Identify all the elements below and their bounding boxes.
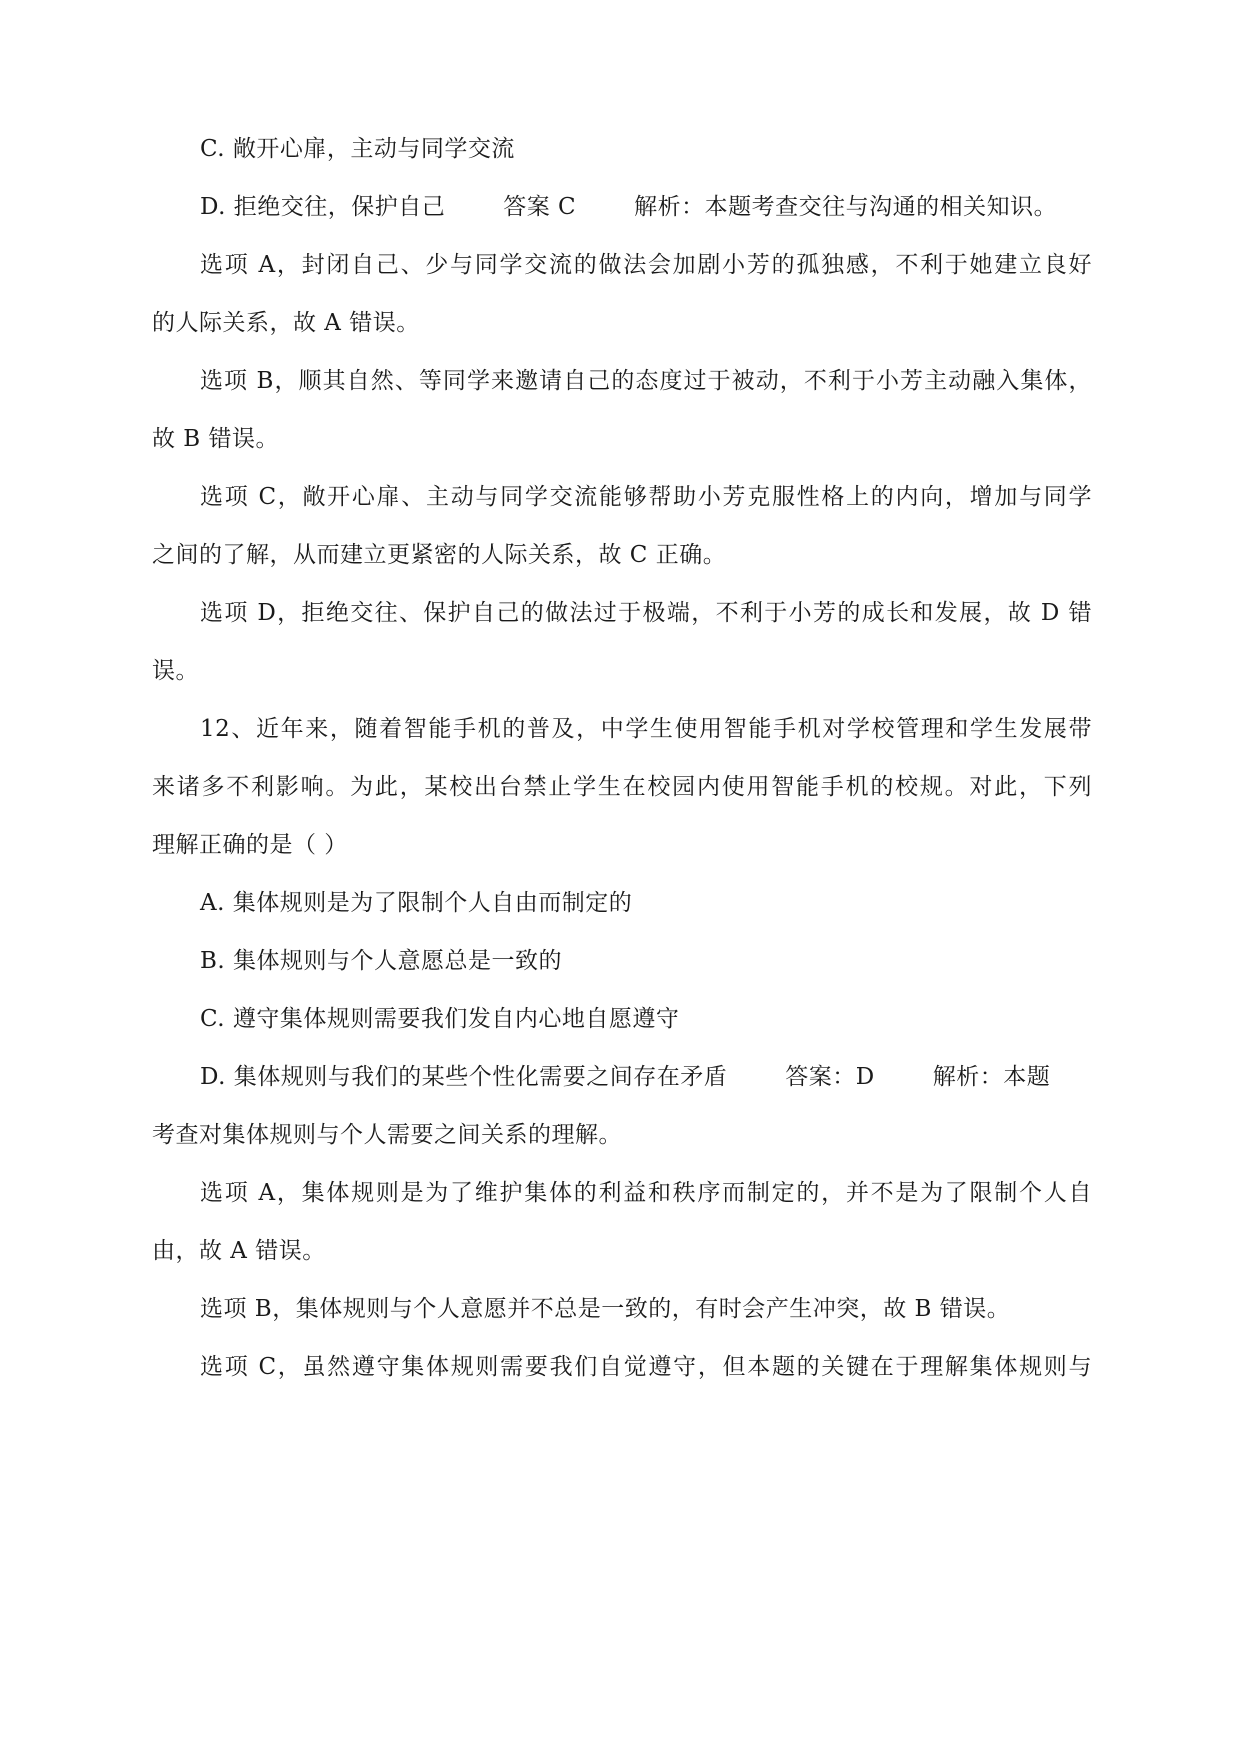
- paragraph-line: 选项 A，集体规则是为了维护集体的利益和秩序而制定的，并不是为了限制个人自: [200, 1180, 1092, 1206]
- paragraph-line: 选项 B，集体规则与个人意愿并不总是一致的，有时会产生冲突，故 B 错误。: [200, 1296, 1011, 1322]
- question-line: 12、近年来，随着智能手机的普及，中学生使用智能手机对学校管理和学生发展带: [200, 716, 1092, 742]
- answer-text: 答案：D: [785, 1064, 875, 1090]
- question-line: 来诸多不利影响。为此，某校出台禁止学生在校园内使用智能手机的校规。对此，下列: [152, 774, 1092, 800]
- analysis-text: 解析：本题: [932, 1064, 1051, 1090]
- option-c-line: [200, 133, 1092, 165]
- option-d-answer-line: [200, 1061, 1092, 1093]
- paragraph-line: 误。: [152, 658, 199, 684]
- option-c-text: C. 敞开心扉，主动与同学交流: [200, 136, 515, 162]
- option-d-text: D. 拒绝交往，保护自己: [200, 194, 446, 220]
- paragraph-line: 由，故 A 错误。: [152, 1238, 326, 1264]
- paragraph-line: 选项 A，封闭自己、少与同学交流的做法会加剧小芳的孤独感，不利于她建立良好: [200, 252, 1092, 278]
- question-line: 理解正确的是（ ）: [152, 832, 348, 858]
- paragraph-line: 故 B 错误。: [152, 426, 280, 452]
- option-d-answer-line: [200, 191, 1092, 223]
- answer-text: 答案 C: [503, 194, 577, 220]
- option-b-line: B. 集体规则与个人意愿总是一致的: [200, 948, 563, 974]
- option-a-line: A. 集体规则是为了限制个人自由而制定的: [200, 890, 633, 916]
- paragraph-line: 的人际关系，故 A 错误。: [152, 310, 420, 336]
- analysis-text: 解析：本题考查交往与沟通的相关知识。: [634, 194, 1058, 220]
- paragraph-line: 考查对集体规则与个人需要之间关系的理解。: [152, 1122, 622, 1148]
- option-d-text: D. 集体规则与我们的某些个性化需要之间存在矛盾: [200, 1064, 728, 1090]
- paragraph-line: 选项 D，拒绝交往、保护自己的做法过于极端，不利于小芳的成长和发展，故 D 错: [200, 600, 1092, 626]
- paragraph-line: 选项 C，虽然遵守集体规则需要我们自觉遵守，但本题的关键在于理解集体规则与: [200, 1354, 1092, 1380]
- option-c-line: C. 遵守集体规则需要我们发自内心地自愿遵守: [200, 1006, 680, 1032]
- paragraph-line: 之间的了解，从而建立更紧密的人际关系，故 C 正确。: [152, 542, 727, 568]
- paragraph-line: 选项 C，敞开心扉、主动与同学交流能够帮助小芳克服性格上的内向，增加与同学: [200, 484, 1092, 510]
- paragraph-line: 选项 B，顺其自然、等同学来邀请自己的态度过于被动，不利于小芳主动融入集体，: [200, 368, 1092, 394]
